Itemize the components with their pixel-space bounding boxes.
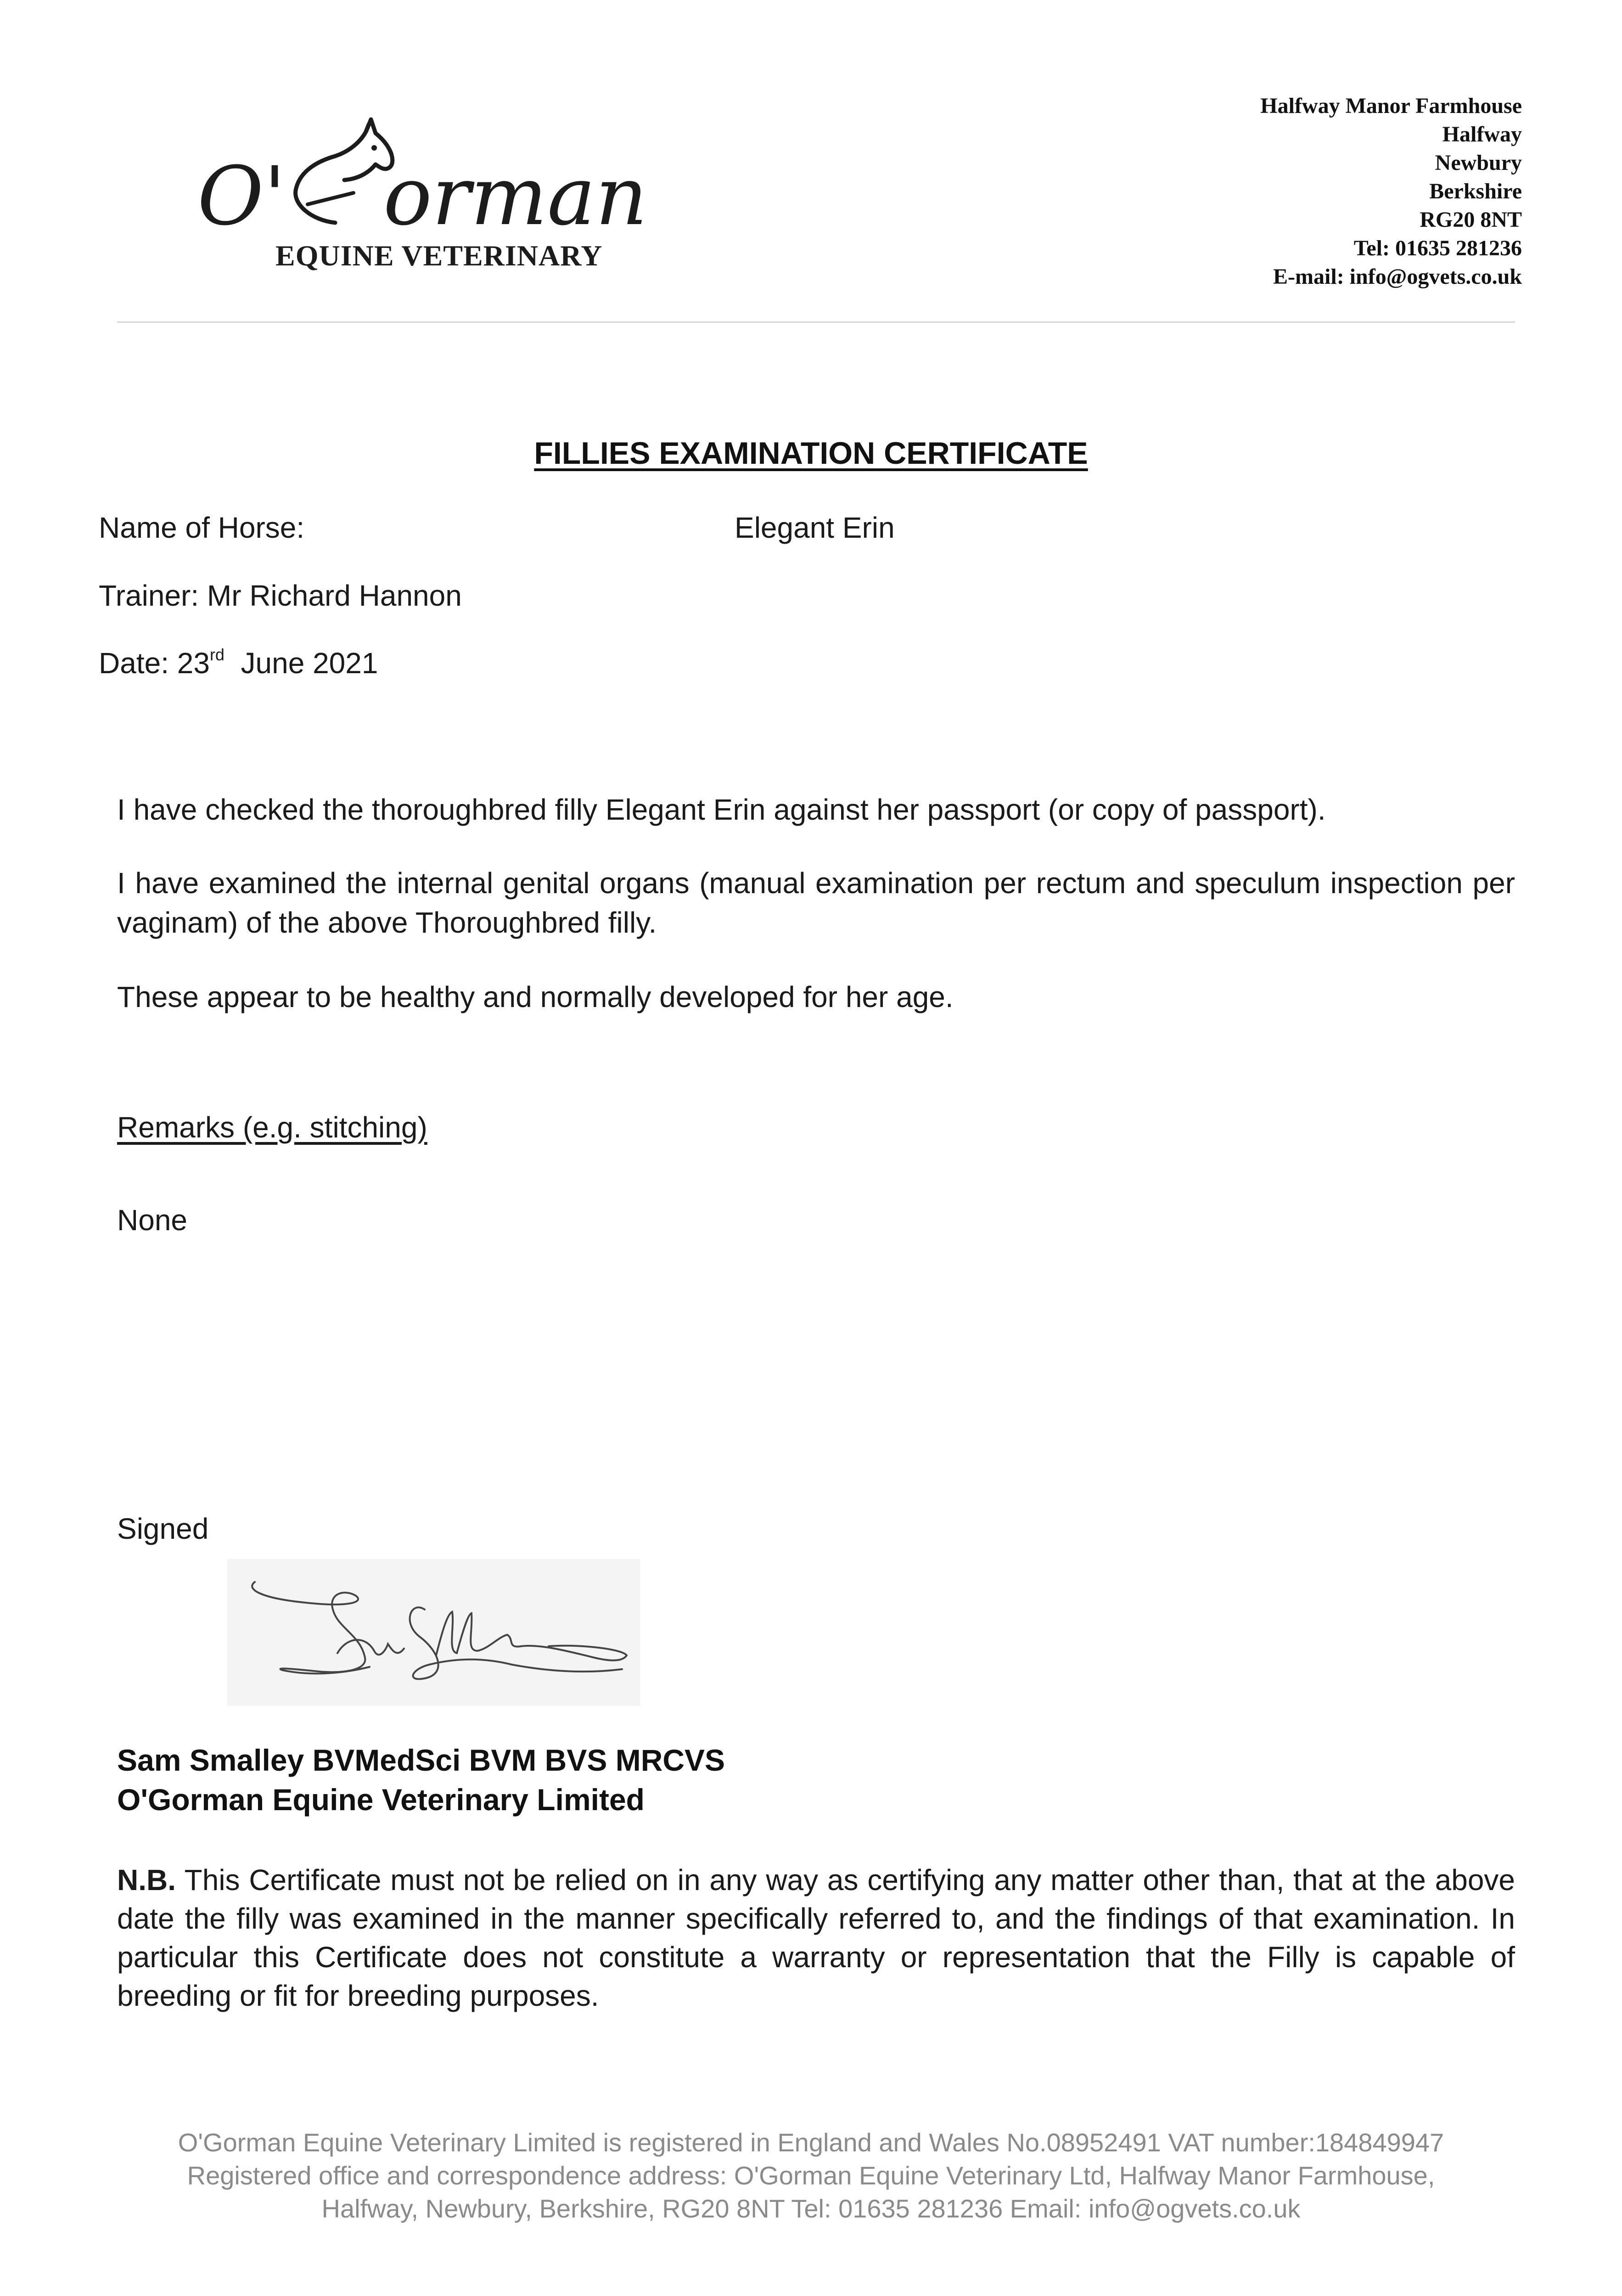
passport-check-paragraph: I have checked the thoroughbred filly Elegant Erin against her passport (or copy of passport). <box>117 793 1326 826</box>
header-divider <box>117 321 1515 323</box>
remarks-heading: Remarks (e.g. stitching) <box>117 1111 427 1144</box>
footer-office-line: Registered office and correspondence address: O'Gorman Equine Veterinary Ltd, Halfway Manor Farmhouse, <box>187 2161 1435 2190</box>
logo-brand-suffix: orman <box>383 149 648 243</box>
horse-name-label: Name of Horse: <box>99 511 305 544</box>
logo-brand-prefix: O' <box>197 149 286 243</box>
address-line: Halfway Manor Farmhouse <box>1260 94 1522 118</box>
date-prefix: Date: 23 <box>99 647 210 680</box>
footer-registration-line: O'Gorman Equine Veterinary Limited is registered in England and Wales No.08952491 VAT number:184849947 <box>178 2128 1444 2157</box>
date-suffix: June 2021 <box>241 647 378 680</box>
signatory-name: Sam Smalley BVMedSci BVM BVS MRCVS <box>117 1743 725 1777</box>
trainer-field: Trainer: Mr Richard Hannon <box>99 579 462 612</box>
horse-name-value: Elegant Erin <box>735 511 895 544</box>
address-block <box>1260 92 1522 291</box>
address-email: E-mail: info@ogvets.co.uk <box>1273 264 1522 289</box>
address-line: Newbury <box>1435 151 1522 175</box>
company-logo <box>197 106 648 280</box>
signed-label: Signed <box>117 1512 209 1545</box>
date-ordinal: rd <box>209 645 224 664</box>
logo-subtitle: EQUINE VETERINARY <box>275 239 603 272</box>
health-paragraph: These appear to be healthy and normally developed for her age. <box>117 980 954 1013</box>
signature-image <box>227 1559 640 1706</box>
examination-paragraph: I have examined the internal genital organs (manual examination per rectum and speculum inspection per vaginam) of the above Thoroughbred filly. <box>117 867 1515 939</box>
footer-contact-line: Halfway, Newbury, Berkshire, RG20 8NT Tel: 01635 281236 Email: info@ogvets.co.uk <box>321 2194 1301 2223</box>
address-line: RG20 8NT <box>1420 208 1522 232</box>
date-field <box>99 645 378 681</box>
address-phone: Tel: 01635 281236 <box>1353 236 1522 260</box>
page-footer <box>0 2126 1622 2225</box>
disclaimer-paragraph <box>117 1861 1515 2015</box>
address-line: Berkshire <box>1429 179 1522 203</box>
certificate-title: FILLIES EXAMINATION CERTIFICATE <box>534 436 1088 471</box>
signatory-company: O'Gorman Equine Veterinary Limited <box>117 1783 645 1817</box>
address-line: Halfway <box>1442 122 1522 146</box>
disclaimer-label: N.B. <box>117 1863 176 1896</box>
remarks-text: None <box>117 1204 187 1237</box>
disclaimer-text: This Certificate must not be relied on in any way as certifying any matter other than, that at the above date the filly was examined in the manner specifically referred to, and the findings of that examination. In particular this Certificate does not constitute a warranty or representation that the Filly is capable of breeding or fit for breeding purposes. <box>117 1863 1515 2012</box>
